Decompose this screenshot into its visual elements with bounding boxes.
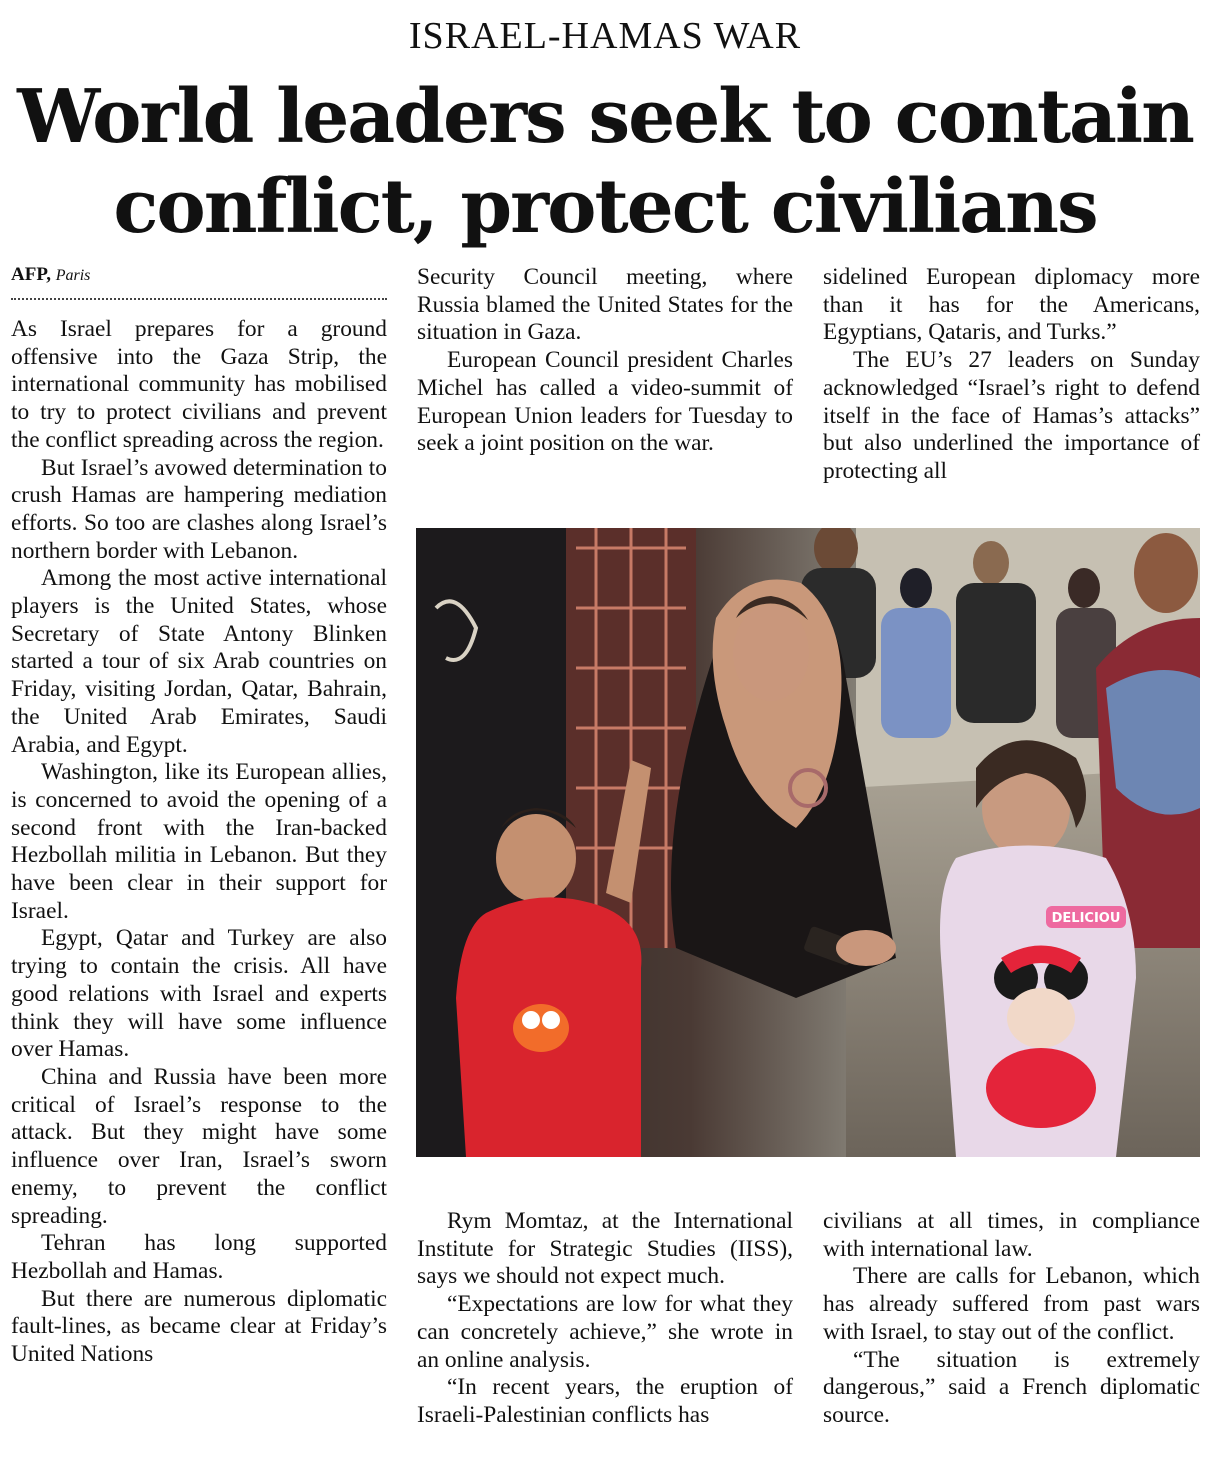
paragraph: Tehran has long supported Hezbollah and Hamas. — [11, 1230, 387, 1284]
paragraph: Egypt, Qatar and Turkey are also trying to contain the crisis. All have good relations with Israel and experts think they will have some influence over Hamas. — [11, 925, 387, 1063]
byline — [11, 264, 387, 300]
paragraph: Washington, like its European allies, is concerned to avoid the opening of a second front with the Iran-backed Hezbollah militia in Lebanon. But they have been clear in their support for Israel. — [11, 759, 387, 924]
article-column-4 — [417, 1208, 793, 1430]
paragraph: China and Russia have been more critical of Israel’s response to the attack. But they might have some influence over Iran, Israel’s sworn enemy, to prevent the conflict spreading. — [11, 1063, 387, 1229]
paragraph: “In recent years, the eruption of Israeli-Palestinian conflicts has — [417, 1374, 793, 1428]
paragraph: There are calls for Lebanon, which has already suffered from past wars with Israel, to stay out of the conflict. — [823, 1263, 1200, 1345]
paragraph: “The situation is extremely dangerous,” said a French diplomatic source. — [823, 1346, 1200, 1428]
paragraph: sidelined European diplomacy more than it has for the Americans, Egyptians, Qataris, and Turks.” — [823, 264, 1200, 346]
paragraph: Among the most active international players is the United States, whose Secretary of State Antony Blinken started a tour of six Arab countries on Friday, visiting Jordan, Qatar, Bahrain, the United Arab Emirates, Saudi Arabia, and Egypt. — [11, 565, 387, 758]
paragraph: Rym Momtaz, at the International Institute for Strategic Studies (IISS), says we should not expect much. — [417, 1208, 793, 1290]
section-kicker: ISRAEL-HAMAS WAR — [408, 15, 802, 57]
paragraph: “Expectations are low for what they can concretely achieve,” she wrote in an online analysis. — [417, 1291, 793, 1373]
paragraph: But Israel’s avowed determination to crush Hamas are hampering mediation efforts. So too are clashes along Israel’s northern border with Lebanon. — [11, 454, 387, 564]
headline-line-2: conflict, protect civilians — [113, 164, 1097, 250]
headline — [0, 72, 1210, 252]
paragraph: European Council president Charles Michel has called a video-summit of European Union leaders for Tuesday to seek a joint position on the war. — [417, 347, 793, 457]
article-column-2 — [417, 264, 793, 458]
shirt-print-text: DELICIOU — [1051, 911, 1121, 926]
headline-line-1: World leaders seek to contain — [17, 74, 1193, 160]
byline-agency: AFP, — [11, 264, 51, 285]
news-photo — [416, 528, 1200, 1157]
article-column-3 — [823, 264, 1200, 486]
article-column-5 — [823, 1208, 1200, 1430]
paragraph: civilians at all times, in compliance with international law. — [823, 1208, 1200, 1262]
byline-place: Paris — [55, 267, 91, 284]
paragraph: As Israel prepares for a ground offensive into the Gaza Strip, the international community has mobilised to try to protect civilians and prevent the conflict spreading across the region. — [11, 316, 387, 453]
article-column-1 — [11, 316, 387, 1369]
paragraph: But there are numerous diplomatic fault-lines, as became clear at Friday’s United Nations — [11, 1285, 387, 1368]
paragraph: The EU’s 27 leaders on Sunday acknowledged “Israel’s right to defend itself in the face of Hamas’s attacks” but also underlined the importance of protecting all — [823, 347, 1200, 484]
paragraph: Security Council meeting, where Russia blamed the United States for the situation in Gaza. — [417, 264, 793, 346]
